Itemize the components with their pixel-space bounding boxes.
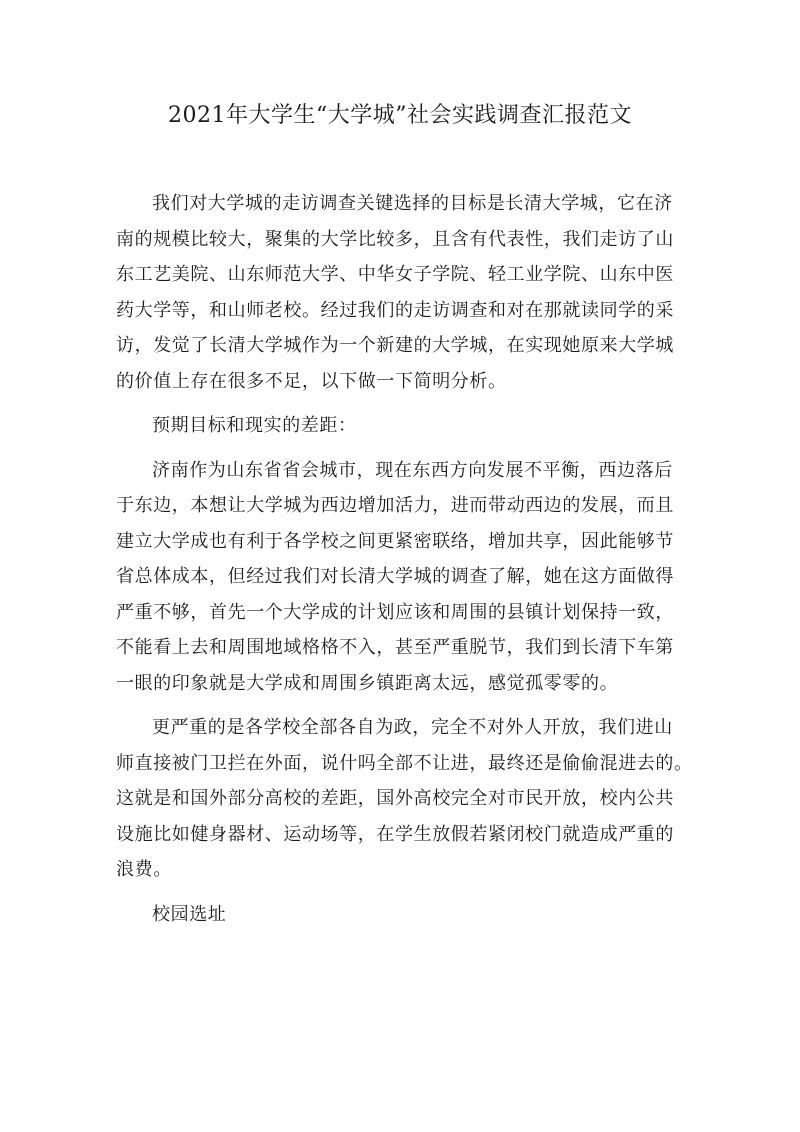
text-line: 一眼的印象就是大学成和周围乡镇距离太远，感觉孤零零的。: [116, 672, 619, 694]
text-line: 浪费。: [116, 859, 172, 880]
text-line: 这就是和国外部分高校的差距，国外高校完全对市民开放，校内公共: [116, 788, 674, 809]
text-line: 济南作为山东省省会城市，现在东西方向发展不平衡，西边落后: [152, 459, 673, 481]
text-line: 省总体成本，但经过我们对长清大学城的调查了解，她在这方面做得: [116, 566, 674, 587]
text-line: 严重不够，首先一个大学成的计划应该和周围的县镇计划保持一致，: [116, 601, 674, 623]
paragraph-school-closure: [116, 710, 693, 888]
text-line: 师直接被门卫拦在外面，说什吗全部不让进，最终还是偷偷混进去的。: [116, 752, 693, 774]
text-line: 药大学等，和山师老校。经过我们的走访调查和对在那就读同学的采: [116, 299, 674, 321]
text-line: 预期目标和现实的差距：: [152, 415, 357, 436]
text-line: 南的规模比较大，聚集的大学比较多，且含有代表性，我们走访了山: [116, 228, 674, 250]
paragraph-survey-intro: [116, 186, 686, 399]
text-line: 于东边，本想让大学城为西边增加活力，进而带动西边的发展，而且: [116, 495, 674, 516]
text-line: 访，发觉了长清大学城作为一个新建的大学城，在实现她原来大学城: [116, 335, 674, 356]
paragraph-heading-gap: [116, 408, 686, 444]
text-line: 校园选址: [152, 903, 227, 925]
document-title: 2021年大学生“大学城”社会实践调查汇报范文: [168, 103, 632, 128]
text-line: 不能看上去和周围地域格格不入，甚至严重脱节，我们到长清下车第: [116, 637, 674, 658]
paragraph-jinan-development: [116, 453, 686, 702]
text-line: 更严重的是各学校全部各自为政，完全不对外人开放，我们进山: [152, 717, 673, 738]
text-line: 设施比如健身器材、运动场等，在学生放假若紧闭校门就造成严重的: [116, 823, 674, 845]
text-line: 我们对大学城的走访调查关键选择的目标是长清大学城，它在济: [152, 193, 673, 214]
text-line: 的价值上存在很多不足，以下做一下简明分析。: [116, 370, 507, 392]
document-body: [116, 186, 693, 941]
text-line: 建立大学成也有利于各学校之间更紧密联络，增加共享，因此能够节: [116, 530, 674, 552]
text-line: 东工艺美院、山东师范大学、中华女子学院、轻工业学院、山东中医: [116, 264, 674, 285]
paragraph-heading-campus-site: [116, 897, 686, 933]
